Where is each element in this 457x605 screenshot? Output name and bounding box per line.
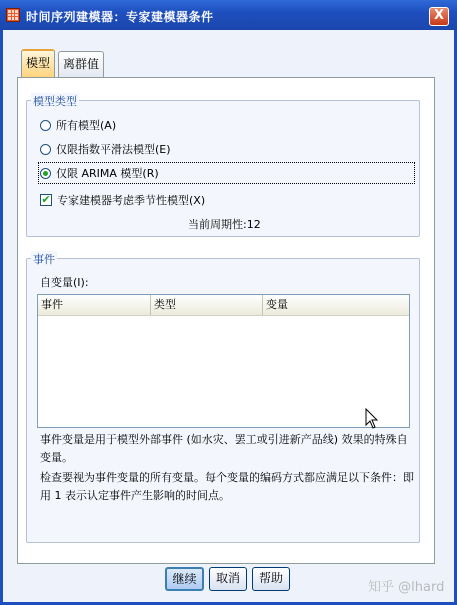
title-bar[interactable]	[0, 0, 457, 30]
radio-label: 仅限指数平滑法模型(E)	[56, 143, 171, 156]
model-type-legend: 模型类型	[33, 95, 77, 108]
radio-exponential-smoothing[interactable]	[40, 140, 171, 158]
help-button[interactable]: 帮助	[252, 567, 290, 591]
radio-label: 所有模型(A)	[56, 119, 117, 132]
events-legend: 事件	[33, 253, 55, 266]
radio-label: 仅限 ARIMA 模型(R)	[56, 167, 159, 180]
seasonal-checkbox-row[interactable]	[40, 191, 205, 209]
tab-model[interactable]: 模型	[21, 49, 55, 78]
column-header-event[interactable]: 事件	[38, 295, 151, 315]
column-header-variable[interactable]: 变量	[266, 298, 288, 311]
event-coding-instructions: 检查要视为事件变量的所有变量。每个变量的编码方式都应满足以下条件：即用 1 表示认定事件产生影响的时间点。	[40, 471, 414, 502]
cancel-button[interactable]: 取消	[209, 567, 247, 591]
seasonal-checkbox-label: 专家建模器考虑季节性模型(X)	[57, 194, 206, 207]
radio-all-models[interactable]	[40, 116, 116, 134]
watermark: 知乎 @lhard	[368, 580, 445, 595]
event-description: 事件变量是用于模型外部事件 (如水灾、罢工或引进新产品线) 效果的特殊自变量。	[40, 433, 408, 464]
independent-vars-label: 自变量(I):	[40, 276, 89, 289]
radio-arima-only[interactable]	[40, 164, 159, 182]
radio-button[interactable]	[40, 144, 51, 155]
mouse-pointer-icon	[365, 408, 379, 430]
table-header	[38, 295, 409, 316]
events-table[interactable]	[37, 294, 410, 428]
radio-button[interactable]	[40, 120, 51, 131]
current-periodicity: 当前周期性:12	[188, 218, 261, 231]
radio-button-selected[interactable]	[40, 168, 51, 179]
continue-button[interactable]: 继续	[165, 567, 204, 591]
window-title: 时间序列建模器：专家建模器条件	[26, 10, 214, 24]
seasonal-checkbox[interactable]: ✔	[41, 193, 51, 206]
app-grid-icon	[6, 8, 20, 22]
tab-outliers[interactable]: 离群值	[58, 51, 104, 77]
close-button[interactable]: X	[429, 7, 449, 26]
column-header-type[interactable]: 类型	[151, 295, 263, 315]
